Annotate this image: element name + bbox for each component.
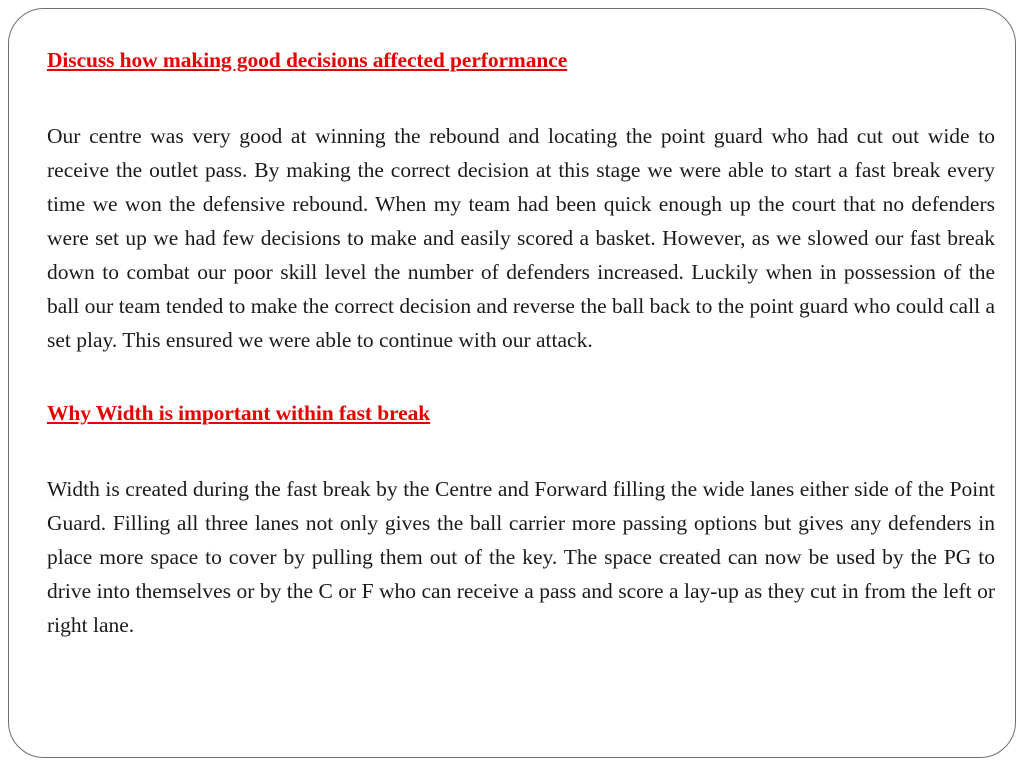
slide-content [47, 43, 995, 642]
section-body-width: Width is created during the fast break by the Centre and Forward filling the wide lanes either side of the Point Guard. Filling all three lanes not only gives the ball carrier more passing options but gives any defenders in place more space to cover by pulling them out of the key. The space created can now be used by the PG to drive into themselves or by the C or F who can receive a pass and score a lay-up as they cut in from the left or right lane. [47, 477, 995, 637]
section-body-decisions: Our centre was very good at winning the rebound and locating the point guard who had cut out wide to receive the outlet pass. By making the correct decision at this stage we were able to start a fast break every time we won the defensive rebound. When my team had been quick enough up the court that no defenders were set up we had few decisions to make and easily scored a basket. However, as we slowed our fast break down to combat our poor skill level the number of defenders increased. Luckily when in possession of the ball our team tended to make the correct decision and reverse the ball back to the point guard who could call a set play. This ensured we were able to continue with our attack. [47, 124, 995, 352]
slide-frame [8, 8, 1016, 758]
section-heading-width: Why Width is important within fast break [47, 401, 431, 425]
section-heading-decisions: Discuss how making good decisions affected performance [47, 48, 568, 72]
